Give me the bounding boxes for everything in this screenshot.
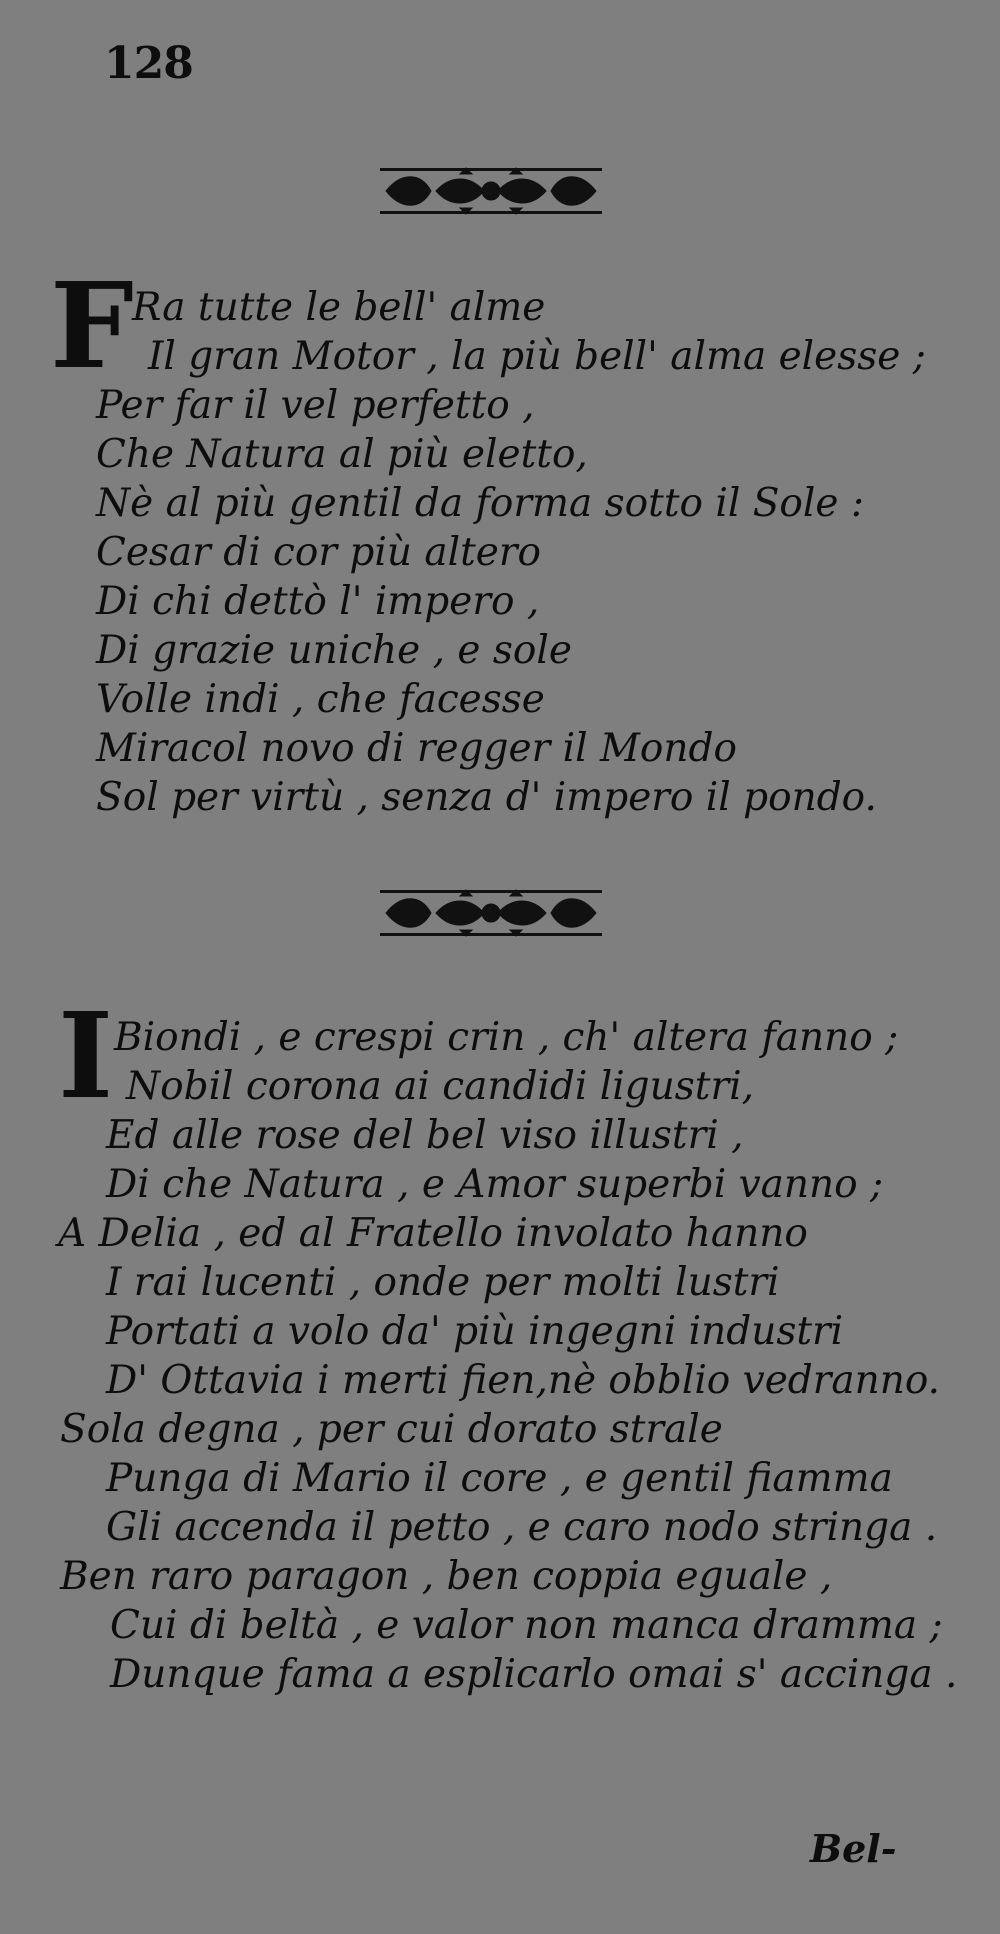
- verse-line: Volle indi , che facesse: [96, 677, 545, 722]
- verse-line: Di che Natura , e Amor superbi vanno ;: [106, 1162, 884, 1207]
- ornament-flourish-icon: [376, 162, 606, 220]
- verse-line: Biondi , e crespi crin , ch' altera fanno ;: [114, 1015, 899, 1060]
- drop-cap: F: [50, 256, 134, 395]
- verse-line: Punga di Mario il core , e gentil fiamma: [106, 1456, 893, 1501]
- verse-line: A Delia , ed al Fratello involato hanno: [58, 1211, 808, 1256]
- page-number: 128: [104, 38, 193, 89]
- verse-line: Nè al più gentil da forma sotto il Sole :: [96, 481, 865, 526]
- verse-line: Ben raro paragon , ben coppia eguale ,: [60, 1554, 833, 1599]
- printer-ornament-middle: [376, 884, 606, 942]
- ornament-flourish-icon: [376, 884, 606, 942]
- verse-line: Nobil corona ai candidi ligustri,: [126, 1064, 754, 1109]
- verse-line: Portati a volo da' più ingegni industri: [106, 1309, 844, 1354]
- verse-line: Per far il vel perfetto ,: [96, 383, 535, 428]
- catchword: Bel-: [810, 1826, 897, 1871]
- verse-line: Ra tutte le bell' alme: [132, 285, 546, 330]
- verse-line: Di chi dettò l' impero ,: [96, 579, 540, 624]
- printer-ornament-top: [376, 162, 606, 220]
- verse-line: Cesar di cor più altero: [96, 530, 541, 575]
- verse-line: Sol per virtù , senza d' impero il pondo.: [96, 775, 877, 820]
- verse-line: Miracol novo di regger il Mondo: [96, 726, 737, 771]
- verse-line: Gli accenda il petto , e caro nodo stringa .: [106, 1505, 938, 1550]
- verse-line: I rai lucenti , onde per molti lustri: [106, 1260, 780, 1305]
- verse-line: Sola degna , per cui dorato strale: [60, 1407, 723, 1452]
- verse-line: D' Ottavia i merti fien,nè obblio vedranno.: [106, 1358, 941, 1403]
- verse-line: Che Natura al più eletto,: [96, 432, 588, 477]
- drop-cap: I: [58, 986, 114, 1125]
- verse-line: Cui di beltà , e valor non manca dramma ;: [110, 1603, 943, 1648]
- verse-line: Il gran Motor , la più bell' alma elesse ;: [148, 334, 926, 379]
- verse-line: Ed alle rose del bel viso illustri ,: [106, 1113, 744, 1158]
- verse-line: Dunque fama a esplicarlo omai s' accinga .: [110, 1652, 958, 1697]
- verse-line: Di grazie uniche , e sole: [96, 628, 572, 673]
